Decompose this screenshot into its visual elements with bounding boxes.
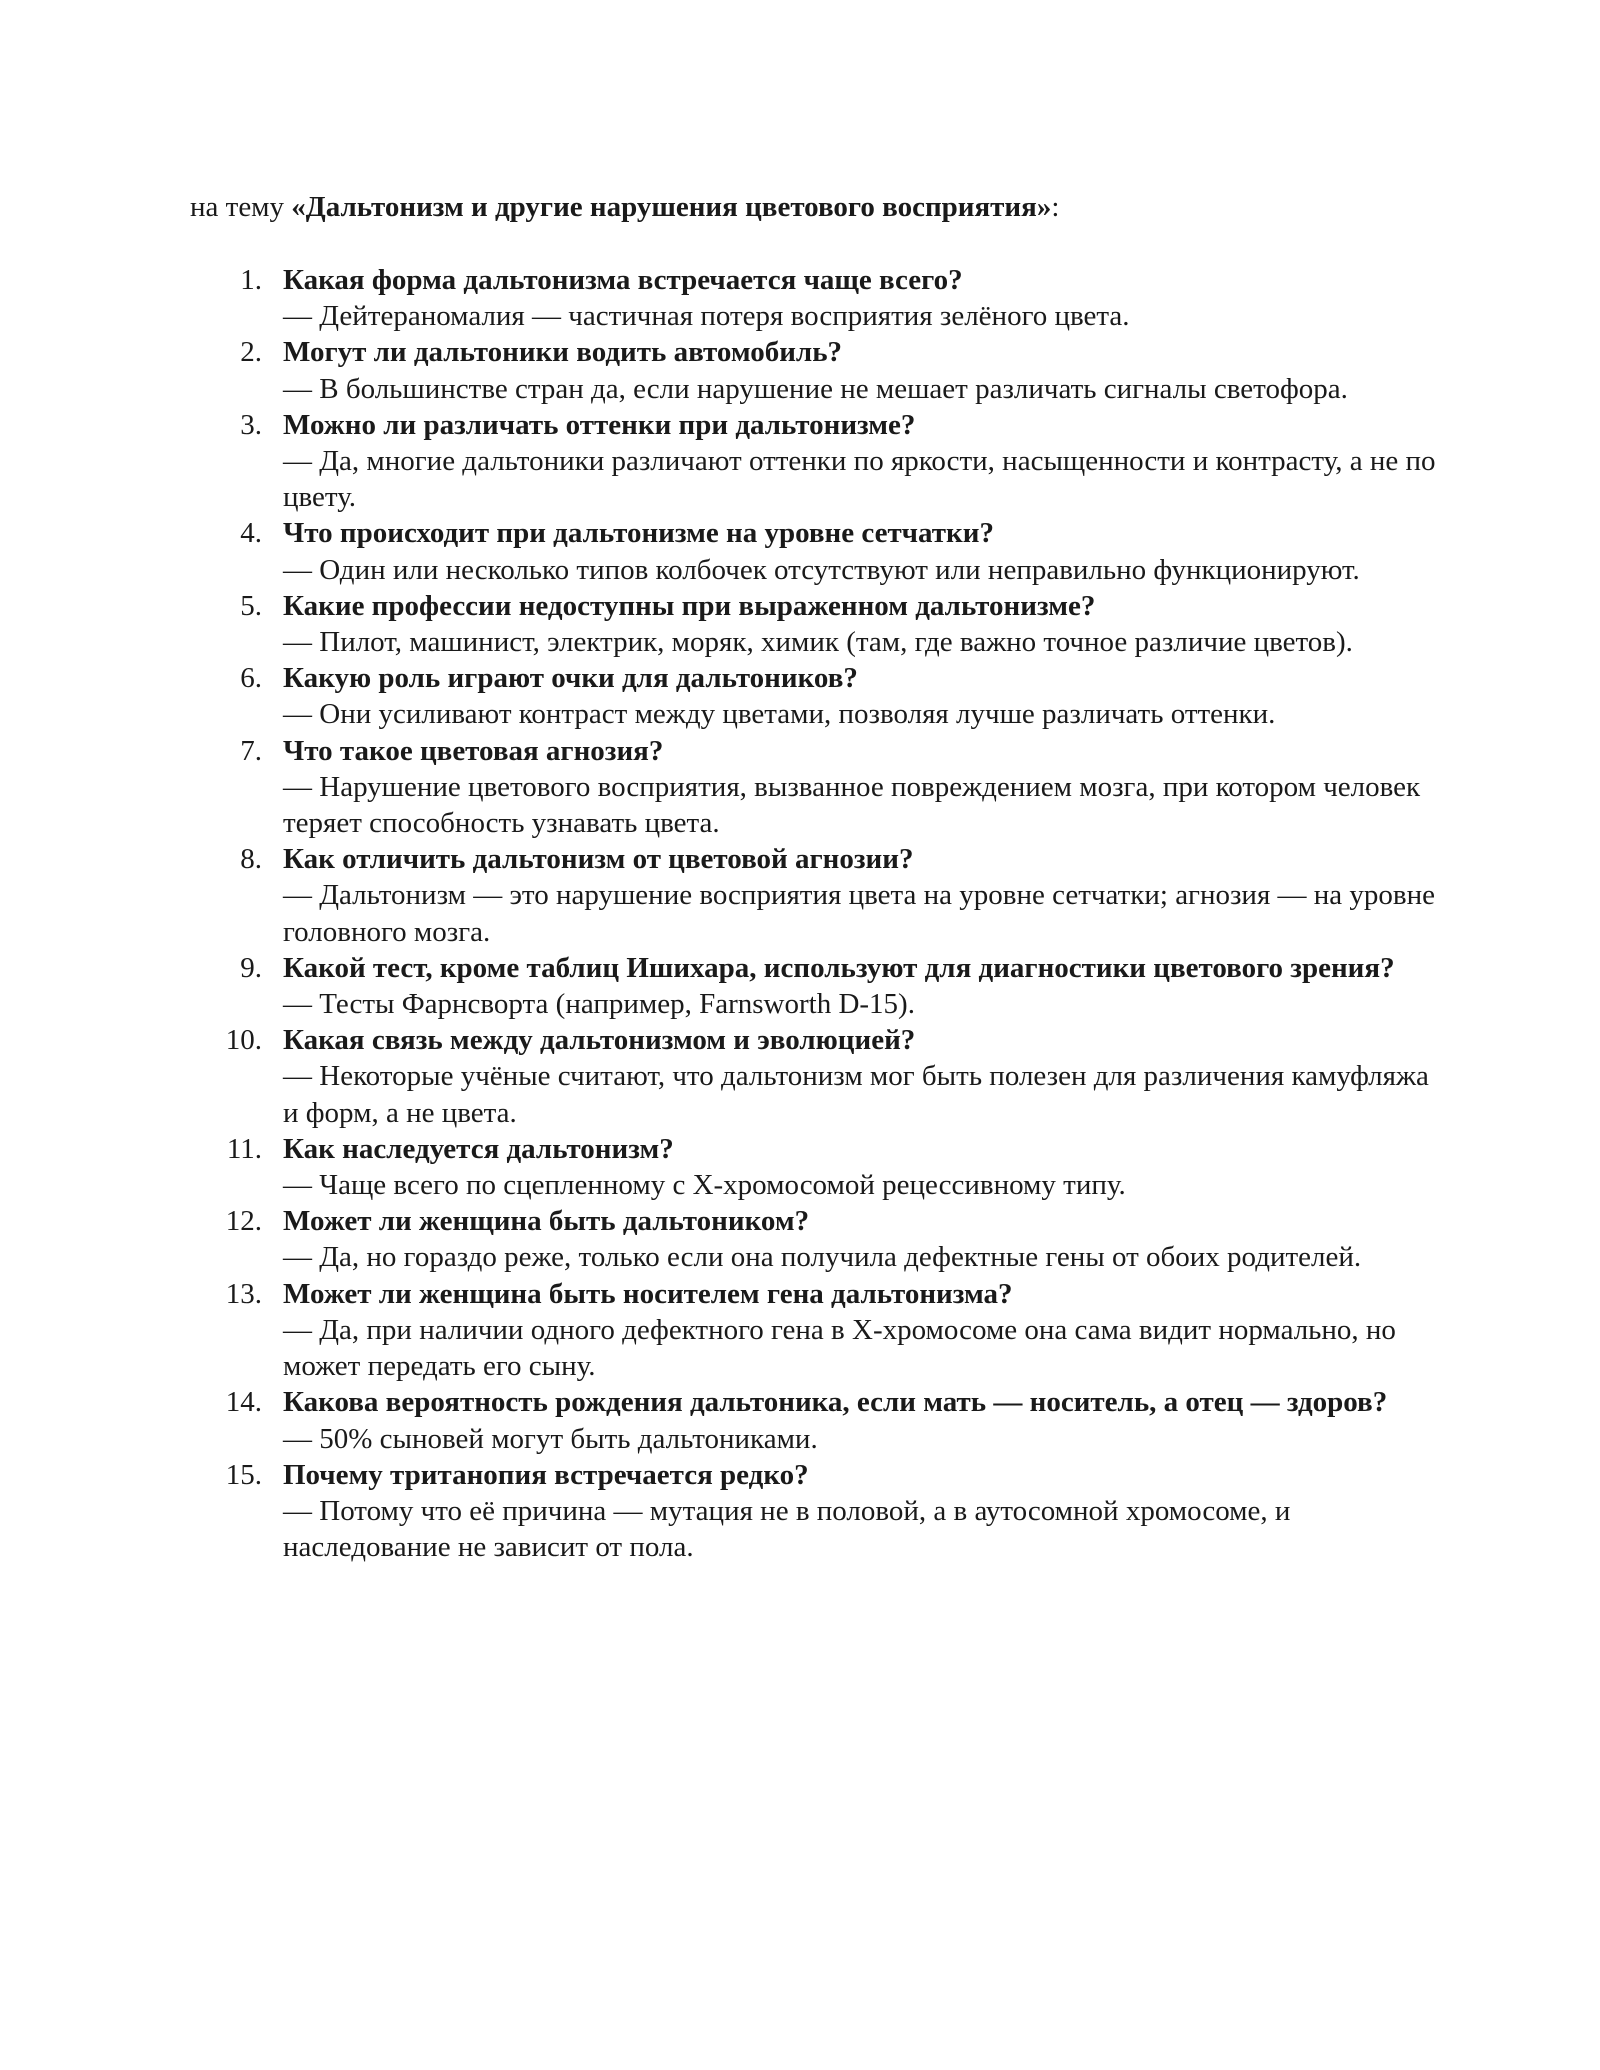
question-text: Как наследуется дальтонизм? — [283, 1132, 674, 1165]
question-text: Может ли женщина быть носителем гена дальтонизма? — [283, 1277, 1013, 1310]
item-number: 11. — [226, 1132, 262, 1165]
question-text: Какой тест, кроме таблиц Ишихара, используют для диагностики цветового зрения? — [283, 951, 1395, 984]
question-text: Какую роль играют очки для дальтоников? — [283, 662, 858, 695]
item-number: 6. — [240, 662, 262, 695]
question-text: Что такое цветовая агнозия? — [283, 734, 664, 767]
answer-text: — Нарушение цветового восприятия, вызванное повреждением мозга, при котором человек теряет способность узнавать цвета. — [283, 770, 1421, 840]
intro-prefix: на тему — [190, 191, 292, 223]
list-item — [0, 1384, 1443, 1456]
list-item — [0, 1131, 1443, 1203]
list-item — [0, 733, 1443, 842]
intro-suffix: : — [1051, 191, 1060, 223]
answer-text: — Тесты Фарнсворта (например, Farnsworth D-15). — [283, 988, 915, 1021]
list-item — [0, 262, 1443, 334]
answer-text: — Да, но гораздо реже, только если она получила дефектные гены от обоих родителей. — [283, 1241, 1362, 1274]
intro-topic: «Дальтонизм и другие нарушения цветового восприятия» — [291, 191, 1052, 223]
answer-text: — В большинстве стран да, если нарушение не мешает различать сигналы светофора. — [283, 372, 1348, 405]
item-number: 13. — [225, 1277, 262, 1310]
answer-text: — Некоторые учёные считают, что дальтонизм мог быть полезен для различения камуфляжа и форм, а не цвета. — [283, 1060, 1429, 1129]
list-item — [0, 407, 1443, 516]
question-text: Может ли женщина быть дальтоником? — [283, 1205, 810, 1238]
answer-text: — Они усиливают контраст между цветами, позволяя лучше различать оттенки. — [283, 698, 1276, 731]
list-item — [0, 950, 1443, 1022]
answer-text: — Один или несколько типов колбочек отсутствуют или неправильно функционируют. — [283, 553, 1360, 586]
list-item — [0, 1022, 1443, 1131]
question-text: Что происходит при дальтонизме на уровне сетчатки? — [283, 517, 994, 550]
question-text: Какова вероятность рождения дальтоника, если мать — носитель, а отец — здоров? — [283, 1386, 1388, 1419]
question-text: Могут ли дальтоники водить автомобиль? — [283, 336, 843, 369]
item-number: 7. — [240, 734, 262, 767]
item-number: 10. — [225, 1024, 262, 1057]
item-number: 5. — [240, 589, 262, 622]
list-item — [0, 841, 1443, 950]
item-number: 3. — [240, 408, 262, 441]
answer-text: — Дальтонизм — это нарушение восприятия цвета на уровне сетчатки; агнозия — на уровне головного мозга. — [283, 879, 1436, 948]
item-number: 8. — [240, 843, 262, 876]
item-number: 15. — [225, 1458, 262, 1491]
item-number: 2. — [240, 336, 262, 369]
question-list — [0, 262, 1600, 1565]
answer-text: — Дейтераномалия — частичная потеря восприятия зелёного цвета. — [283, 300, 1130, 333]
list-item — [0, 1457, 1443, 1566]
answer-text: — Да, многие дальтоники различают оттенки по яркости, насыщенности и контрасту, а не по цвету. — [283, 445, 1436, 514]
list-item — [0, 1203, 1443, 1275]
item-number: 14. — [225, 1386, 262, 1419]
list-item — [0, 515, 1443, 587]
question-text: Какие профессии недоступны при выраженном дальтонизме? — [283, 589, 1096, 622]
question-text: Какая форма дальтонизма встречается чаще всего? — [283, 264, 963, 296]
item-number: 1. — [240, 264, 262, 296]
answer-text: — Чаще всего по сцепленному с X-хромосомой рецессивному типу. — [283, 1169, 1126, 1202]
answer-text: — Да, при наличии одного дефектного гена в X-хромосоме она сама видит нормально, но может передать его сыну. — [283, 1313, 1396, 1383]
list-item — [0, 1276, 1443, 1385]
item-number: 9. — [240, 951, 262, 984]
list-item — [0, 660, 1443, 732]
intro-line — [190, 187, 1059, 227]
question-text: Почему тританопия встречается редко? — [283, 1458, 809, 1491]
question-text: Какая связь между дальтонизмом и эволюцией? — [283, 1024, 916, 1057]
question-text: Можно ли различать оттенки при дальтонизме? — [283, 408, 916, 441]
item-number: 4. — [240, 517, 262, 550]
item-number: 12. — [225, 1205, 262, 1238]
answer-text: — Потому что её причина — мутация не в половой, а в аутосомной хромосоме, и наследование не зависит от пола. — [283, 1494, 1291, 1564]
list-item — [0, 588, 1443, 660]
answer-text: — 50% сыновей могут быть дальтониками. — [283, 1422, 818, 1455]
answer-text: — Пилот, машинист, электрик, моряк, химик (там, где важно точное различие цветов). — [283, 626, 1353, 659]
question-text: Как отличить дальтонизм от цветовой агнозии? — [283, 843, 914, 876]
list-item — [0, 334, 1443, 406]
